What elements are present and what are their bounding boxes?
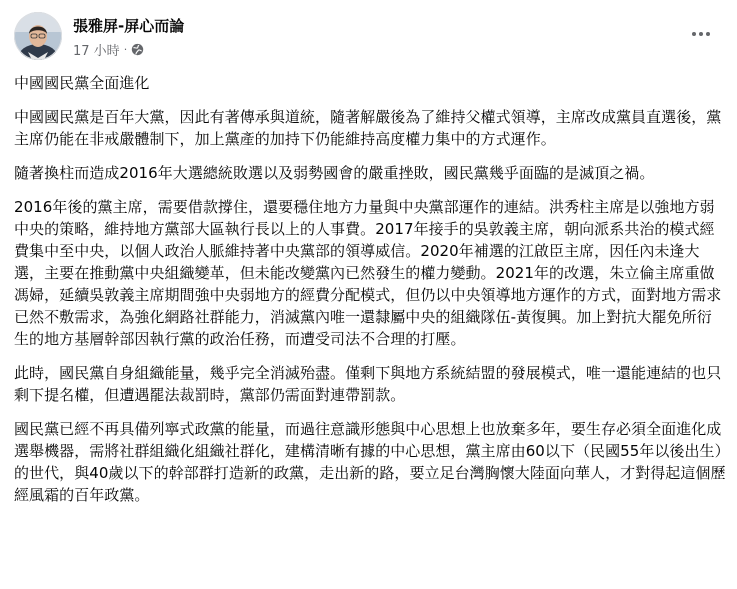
globe-icon[interactable] [131, 43, 144, 56]
post-timestamp[interactable]: 17 小時 [73, 44, 120, 59]
more-horizontal-icon [692, 32, 696, 36]
more-horizontal-icon [706, 32, 710, 36]
author-avatar[interactable] [14, 12, 62, 60]
post-meta [73, 40, 144, 59]
more-horizontal-icon [699, 32, 703, 36]
post-paragraph: 2016年後的黨主席，需要借款撐住，還要穩住地方力量與中央黨部運作的連結。洪秀柱主席是以強地方弱中央的策略，維持地方黨部大區執行長以上的人事費。2017年接手的吳敦義主席，朝向派系共治的模式經費集中至中央，以個人政治人脈維持著中央黨部的領導威信。2020年補選的江啟臣主席，因任內未逢大選，主要在推動黨中央組織變革，但未能改變黨內已然發生的權力變動。2021年的改選，朱立倫主席重做馮婦，延續吳敦義主席期間強中央弱地方的經費分配模式，但仍以中央領導地方運作的方式，面對地方需求已然不敷需求，為強化網路社群能力，消滅黨內唯一還隸屬中央的組織隊伍-黃復興。加上對抗大罷免所衍生的地方基層幹部因執行黨的政治任務，而遭受司法不合理的打壓。 [14, 198, 722, 348]
post-body [14, 72, 726, 518]
author-name[interactable]: 張雅屏-屏心而論 [73, 17, 185, 35]
more-options-button[interactable] [685, 22, 717, 46]
post-header [14, 12, 723, 62]
meta-separator: · [123, 43, 128, 56]
post-paragraph: 中國國民黨是百年大黨，因此有著傳承與道統，隨著解嚴後為了維持父權式領導，主席改成黨員直選後，黨主席仍能在非戒嚴體制下，加上黨產的加持下仍能維持高度權力集中的方式運作。 [14, 108, 722, 148]
post-title: 中國國民黨全面進化 [14, 74, 150, 92]
post-paragraph: 隨著換柱而造成2016年大選總統敗選以及弱勢國會的嚴重挫敗，國民黨幾乎面臨的是滅頂之禍。 [14, 164, 655, 182]
post-paragraph: 國民黨已經不再具備列寧式政黨的能量，而過往意識形態與中心思想上也放棄多年，要生存必須全面進化成選舉機器，需將社群組織化組織社群化，建構清晰有據的中心思想，黨主席由60以下（民國55年以後出生）的世代，與40歲以下的幹部群打造新的政黨，走出新的路，要立足台灣胸懷大陸面向華人，才對得起這個歷經風霜的百年政黨。 [14, 420, 726, 504]
avatar-image [14, 12, 62, 60]
post-paragraph: 此時，國民黨自身組織能量，幾乎完全消滅殆盡。僅剩下與地方系統結盟的發展模式，唯一還能連結的也只剩下提名權，但遭遇罷法裁罰時，黨部仍需面對連帶罰款。 [14, 364, 722, 404]
